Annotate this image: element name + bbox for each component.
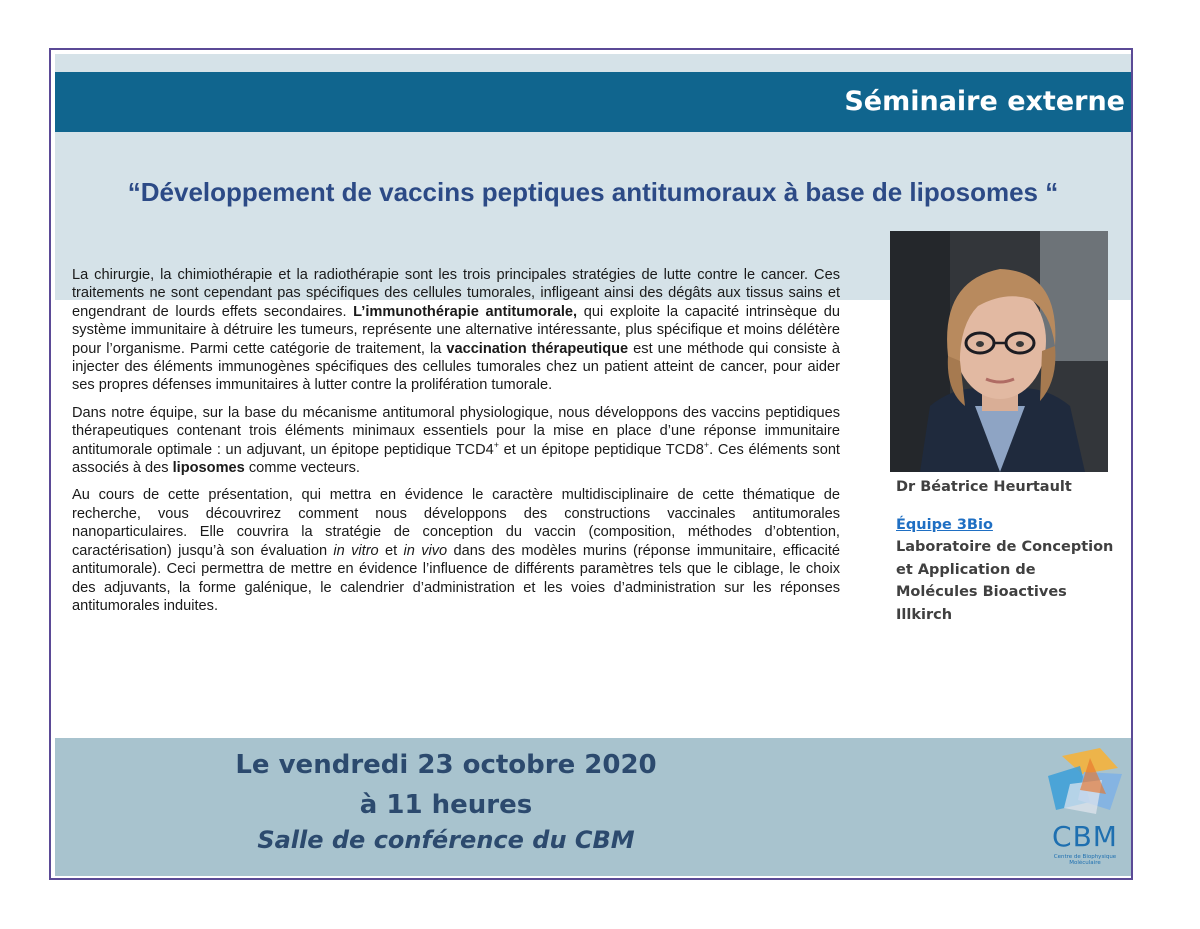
abstract-paragraph-3: Au cours de cette présentation, qui mettra en évidence le caractère multidisciplinaire de cette thématique de recherche, vous découvrirez comment nous développons des constructions vaccinales antitumorales nanoparticulaires. Elle couvrira la stratégie de conception du vaccin (composition, méthodes d’obtention, caractérisation) jusqu’à son évaluation in vitro et in vivo dans des modèles murins (réponse immunitaire, efficacité antitumorale). Ceci permettra de mettre en évidence l’influence de différents paramètres tels que le ciblage, le choix des adjuvants, la forme galénique, le calendrier d’administration et les voies d’administration sur les réponses antitumorales induites. — [72, 487, 841, 614]
abstract — [72, 266, 840, 624]
talk-title: “Développement de vaccins peptiques antitumoraux à base de liposomes “ — [127, 177, 1059, 207]
abstract-paragraph-1: La chirurgie, la chimiothérapie et la radiothérapie sont les trois principales stratégies de lutte contre le cancer. Ces traitements ne sont cependant pas spécifiques des cellules tumorales, infligeant ainsi des dégâts aux tissus sains et engendrant de lourds effets secondaires. L’immunothérapie antitumorale, qui exploite la capacité intrinsèque du système immunitaire à détruire les tumeurs, représente une alternative intéressante, plus spécifique et moins délétère pour l’organisme. Parmi cette catégorie de traitement, la vaccination thérapeutique est une méthode qui consiste à injecter des éléments immunogènes spécifiques des cellules tumorales chez un patient atteint de cancer, pour aider ses propres défenses immunitaires à lutter contre la prolifération tumorale. — [72, 267, 840, 394]
event-date: Le vendredi 23 octobre 2020 — [235, 750, 657, 780]
seminar-label: Séminaire externe — [844, 86, 1125, 117]
title-bar — [55, 72, 1131, 132]
event-band — [55, 738, 1131, 876]
lab-line-2: et Application de — [896, 561, 1036, 578]
team-link[interactable]: Équipe 3Bio — [896, 517, 993, 533]
cbm-logo-subtitle: Centre de Biophysique Moléculaire — [1053, 854, 1117, 866]
cbm-logo-mark — [1040, 744, 1130, 820]
lab-line-1: Laboratoire de Conception — [896, 539, 1114, 555]
cbm-logo-text: CBM — [1052, 820, 1118, 853]
lab-city: Illkirch — [896, 606, 953, 623]
lab-line-3: Molécules Bioactives — [896, 584, 1067, 600]
speaker-name: Dr Béatrice Heurtault — [896, 479, 1072, 495]
cbm-logo — [1040, 744, 1130, 869]
speaker-info — [896, 479, 1126, 626]
abstract-paragraph-2: Dans notre équipe, sur la base du mécanisme antitumoral physiologique, nous développons des vaccins peptidiques thérapeutiques contenant trois éléments minimaux essentiels pour la mise en place d’une réponse immunitaire antitumorale optimale : un adjuvant, un épitope peptidique TCD4+ et un épitope peptidique TCD8+. Ces éléments sont associés à des liposomes comme vecteurs. — [72, 404, 840, 477]
event-location: Salle de conférence du CBM — [257, 826, 635, 854]
event-time: à 11 heures — [359, 790, 533, 820]
speaker-portrait-image — [890, 231, 1108, 472]
speaker-photo — [890, 231, 1108, 472]
poster-frame — [49, 48, 1133, 880]
